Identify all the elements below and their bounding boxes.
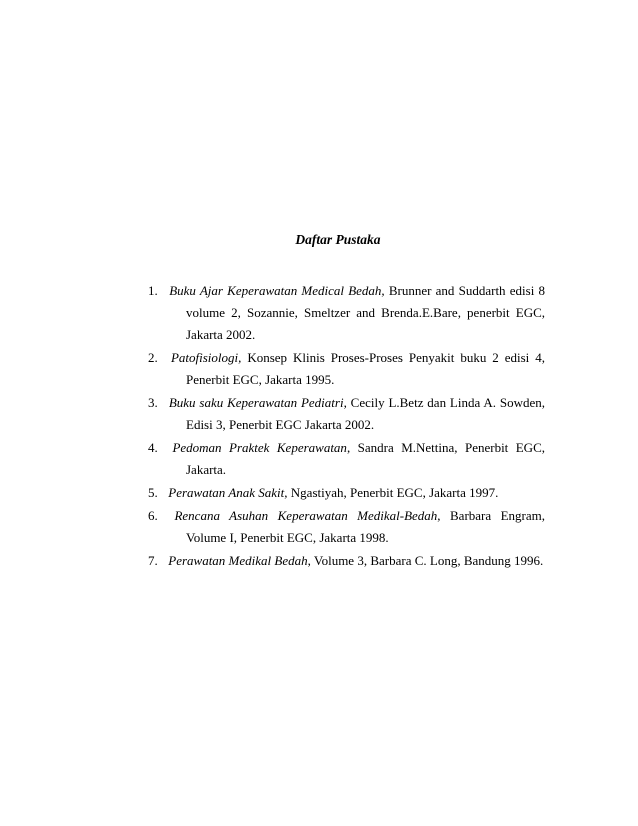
reference-details: , Barbara Engram, Volume I, Penerbit EGC, Jakarta 1998. <box>186 508 546 545</box>
reference-title: Perawatan Anak Sakit <box>168 485 285 500</box>
reference-number: 3. <box>148 395 158 410</box>
reference-item <box>131 550 545 572</box>
reference-title: Patofisiologi, <box>170 350 242 365</box>
reference-title: Buku saku Keperawatan Pediatri, <box>168 395 347 410</box>
reference-details: , Sandra M.Nettina, Penerbit EGC, Jakarta. <box>186 440 545 477</box>
reference-number: 2. <box>148 350 158 365</box>
reference-item <box>131 482 545 504</box>
reference-details: Konsep Klinis Proses-Proses Penyakit buku 2 edisi 4, Penerbit EGC, Jakarta 1995. <box>186 350 545 387</box>
reference-item <box>131 505 545 549</box>
reference-details: Cecily L.Betz dan Linda A. Sowden, Edisi 3, Penerbit EGC Jakarta 2002. <box>186 395 545 432</box>
reference-details: Brunner and Suddarth edisi 8 volume 2, Sozannie, Smeltzer and Brenda.E.Bare, penerbit EGC, Jakarta 2002. <box>186 283 545 342</box>
reference-number: 5. <box>148 485 158 500</box>
reference-title: Rencana Asuhan Keperawatan Medikal-Bedah <box>174 508 438 523</box>
reference-number: 7. <box>148 553 158 568</box>
reference-number: 4. <box>148 440 158 455</box>
reference-list <box>131 280 545 573</box>
reference-title: Perawatan Medikal Bedah <box>168 553 308 568</box>
reference-item <box>131 437 545 481</box>
page-title: Daftar Pustaka <box>295 232 381 247</box>
reference-details: , Ngastiyah, Penerbit EGC, Jakarta 1997. <box>284 485 499 500</box>
reference-item <box>131 280 545 346</box>
reference-title: Buku Ajar Keperawatan Medical Bedah, <box>169 283 385 298</box>
reference-number: 6. <box>148 508 158 523</box>
reference-details: , Volume 3, Barbara C. Long, Bandung 1996. <box>307 553 544 568</box>
reference-number: 1. <box>148 283 158 298</box>
reference-title: Pedoman Praktek Keperawatan <box>172 440 347 455</box>
reference-item <box>131 347 545 391</box>
reference-item <box>131 392 545 436</box>
